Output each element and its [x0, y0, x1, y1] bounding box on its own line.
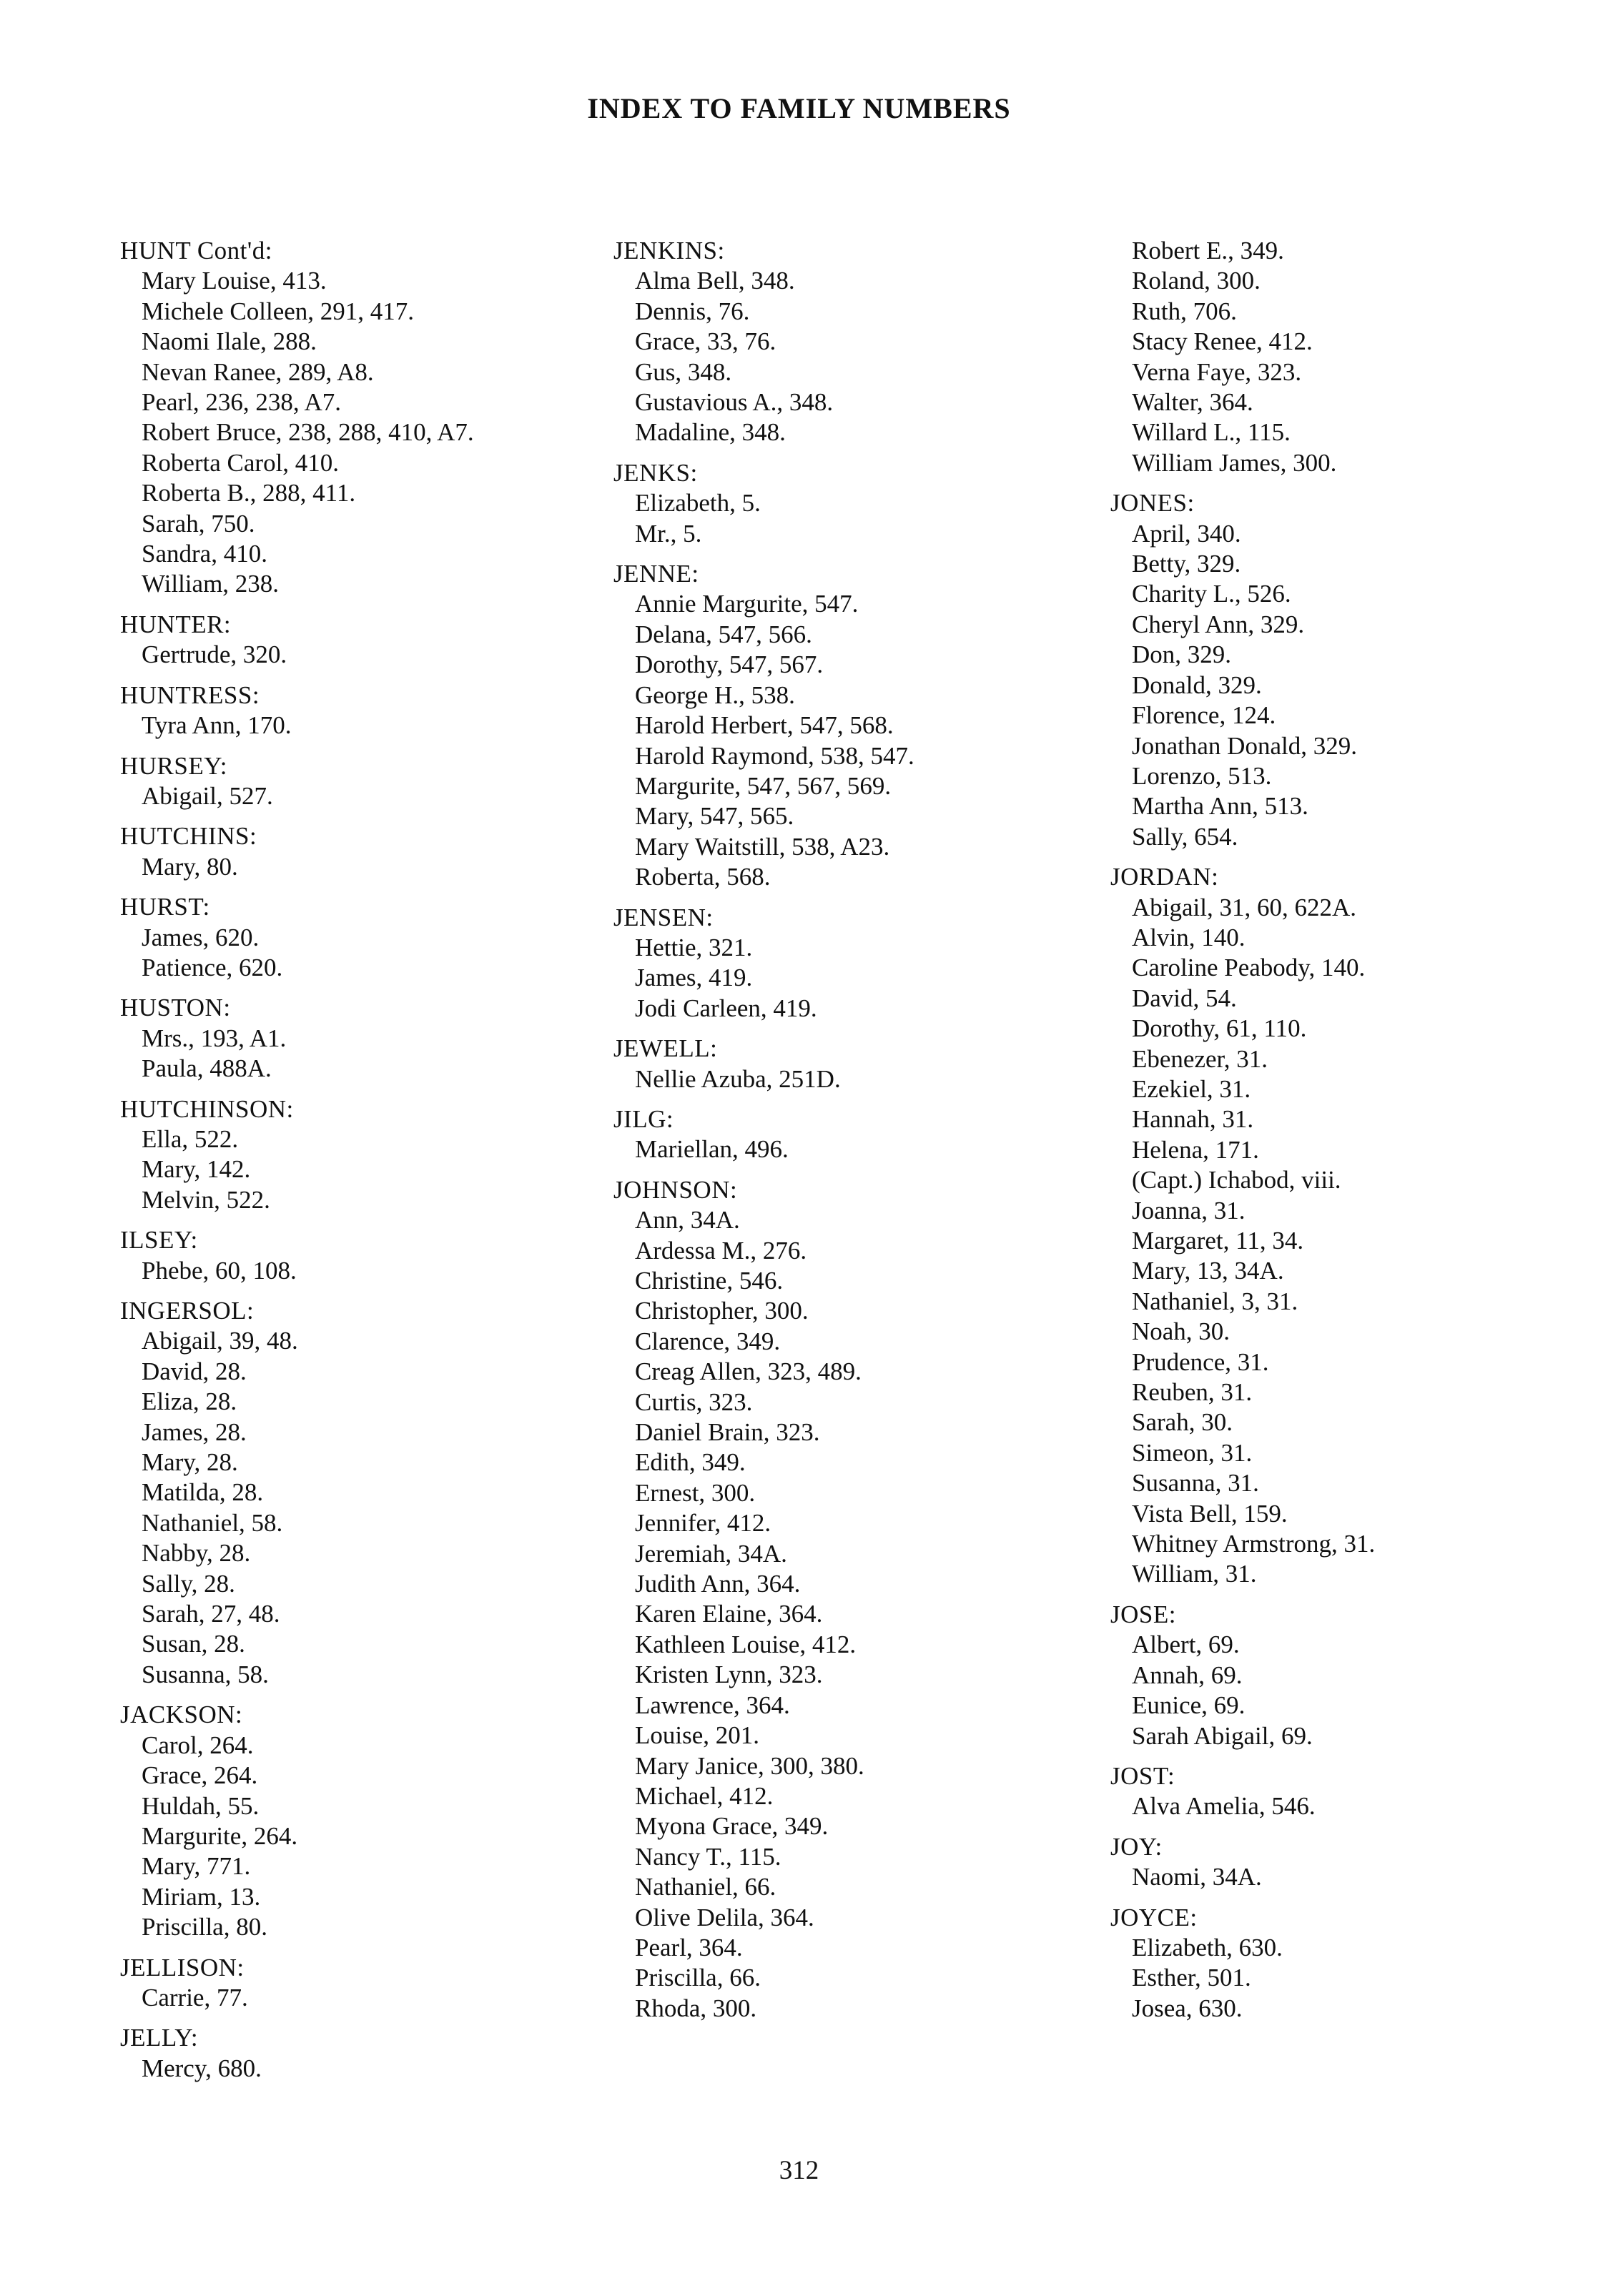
index-entry: Carol, 264.: [142, 1731, 254, 1759]
index-entry: William James, 300.: [1132, 448, 1337, 477]
index-entry: Sally, 654.: [1132, 822, 1238, 851]
index-entry: Reuben, 31.: [1132, 1378, 1253, 1407]
surname-heading: HURSEY:: [120, 751, 228, 780]
surname-group: [1110, 488, 1568, 852]
index-entry: Hettie, 321.: [635, 933, 753, 961]
index-entry: Matilda, 28.: [142, 1478, 264, 1507]
index-entry: Mary, 28.: [142, 1448, 238, 1477]
index-entry: Susanna, 31.: [1132, 1469, 1259, 1498]
surname-heading: JOY:: [1110, 1832, 1163, 1861]
index-entry: Simeon, 31.: [1132, 1438, 1253, 1467]
surname-heading: JACKSON:: [120, 1701, 243, 1729]
index-entry: Jodi Carleen, 419.: [635, 994, 817, 1022]
index-entry: Nathaniel, 3, 31.: [1132, 1287, 1298, 1315]
surname-group: [613, 236, 1093, 448]
index-entry: April, 340.: [1132, 519, 1241, 548]
surname-group: [120, 993, 563, 1084]
index-entry: Albert, 69.: [1132, 1631, 1240, 1659]
surname-heading: JENNE:: [613, 560, 699, 588]
index-entry: Abigail, 527.: [142, 781, 273, 810]
surname-group: [120, 1094, 563, 1216]
index-entry: Myona Grace, 349.: [635, 1812, 829, 1841]
index-entry: Jonathan Donald, 329.: [1132, 731, 1357, 760]
index-entry: Mary, 547, 565.: [635, 802, 794, 831]
index-entry: Tyra Ann, 170.: [142, 711, 292, 740]
surname-heading: JOSE:: [1110, 1600, 1176, 1628]
surname-heading: JOHNSON:: [613, 1175, 738, 1204]
index-entry: Alva Amelia, 546.: [1132, 1792, 1316, 1821]
surname-heading: HUSTON:: [120, 994, 231, 1022]
index-entry: Nabby, 28.: [142, 1539, 251, 1568]
index-entry: Michael, 412.: [635, 1781, 774, 1810]
index-entry: Cheryl Ann, 329.: [1132, 610, 1305, 638]
index-entry: Ebenezer, 31.: [1132, 1044, 1268, 1073]
surname-heading: HURST:: [120, 893, 210, 921]
index-entry: Annie Margurite, 547.: [635, 590, 859, 618]
surname-group: [120, 751, 563, 812]
index-entry: Nevan Ranee, 289, A8.: [142, 357, 374, 386]
index-entry: Alvin, 140.: [1132, 923, 1246, 951]
index-entry: Don, 329.: [1132, 640, 1232, 669]
index-entry: Abigail, 39, 48.: [142, 1327, 298, 1355]
index-entry: Gus, 348.: [635, 357, 732, 386]
index-entry: Dennis, 76.: [635, 297, 750, 325]
index-entry: Pearl, 236, 238, A7.: [142, 388, 342, 417]
surname-heading: JOST:: [1110, 1761, 1175, 1790]
index-entry: Harold Raymond, 538, 547.: [635, 741, 914, 770]
index-entry: Naomi Ilale, 288.: [142, 327, 317, 356]
surname-heading: HUNTRESS:: [120, 681, 260, 709]
index-entry: Paula, 488A.: [142, 1054, 272, 1083]
surname-group: [613, 458, 1093, 549]
index-entry: Curtis, 323.: [635, 1387, 753, 1416]
index-entry: Willard L., 115.: [1132, 418, 1291, 447]
index-entry: Christopher, 300.: [635, 1297, 809, 1325]
surname-group: [1110, 236, 1568, 478]
index-entry: Prudence, 31.: [1132, 1347, 1269, 1376]
index-entry: Ruth, 706.: [1132, 297, 1237, 325]
index-entry: Nathaniel, 58.: [142, 1508, 283, 1537]
index-entry: Gustavious A., 348.: [635, 388, 834, 417]
index-entry: Sarah, 27, 48.: [142, 1600, 280, 1628]
index-entry: Kristen Lynn, 323.: [635, 1661, 823, 1689]
index-entry: Ezekiel, 31.: [1132, 1074, 1251, 1103]
index-entry: Ernest, 300.: [635, 1478, 756, 1507]
index-entry: Lorenzo, 513.: [1132, 761, 1272, 790]
index-entry: Dorothy, 61, 110.: [1132, 1014, 1307, 1043]
surname-heading: HUTCHINSON:: [120, 1094, 294, 1123]
index-entry: Margurite, 547, 567, 569.: [635, 771, 892, 800]
index-entry: Mariellan, 496.: [635, 1135, 789, 1164]
surname-group: [613, 559, 1093, 892]
index-entry: Ardessa M., 276.: [635, 1236, 807, 1265]
index-entry: Roberta Carol, 410.: [142, 448, 340, 477]
index-entry: Karen Elaine, 364.: [635, 1600, 823, 1628]
page-number: 312: [779, 2156, 819, 2185]
index-entry: Christine, 546.: [635, 1267, 784, 1295]
index-entry: Elizabeth, 630.: [1132, 1933, 1283, 1961]
index-entry: Sarah, 30.: [1132, 1408, 1233, 1437]
surname-group: [1110, 1832, 1568, 1893]
index-column-2: [613, 236, 1093, 2034]
index-entry: Jennifer, 412.: [635, 1509, 771, 1538]
index-entry: Huldah, 55.: [142, 1791, 260, 1820]
index-entry: (Capt.) Ichabod, viii.: [1132, 1166, 1341, 1194]
page-title: INDEX TO FAMILY NUMBERS: [587, 92, 1011, 124]
index-entry: Michele Colleen, 291, 417.: [142, 297, 415, 325]
index-entry: Sarah Abigail, 69.: [1132, 1721, 1313, 1750]
index-entry: Susan, 28.: [142, 1630, 245, 1658]
index-entry: James, 620.: [142, 923, 260, 951]
index-entry: Eliza, 28.: [142, 1387, 237, 1416]
index-entry: Priscilla, 66.: [635, 1964, 761, 1992]
index-entry: Walter, 364.: [1132, 388, 1253, 417]
index-entry: William, 31.: [1132, 1560, 1257, 1588]
index-entry: Edith, 349.: [635, 1448, 746, 1477]
surname-group: [613, 1175, 1093, 2024]
index-entry: Sandra, 410.: [142, 540, 267, 568]
surname-heading: JOYCE:: [1110, 1903, 1198, 1931]
surname-group: [1110, 1761, 1568, 1822]
index-entry: Mary, 142.: [142, 1155, 251, 1184]
surname-heading: JENKS:: [613, 458, 698, 487]
index-entry: Nancy T., 115.: [635, 1842, 781, 1871]
surname-group: [120, 681, 563, 741]
index-entry: Kathleen Louise, 412.: [635, 1630, 857, 1658]
index-entry: Ann, 34A.: [635, 1206, 740, 1234]
index-entry: Caroline Peabody, 140.: [1132, 954, 1366, 982]
index-entry: Margaret, 11, 34.: [1132, 1227, 1304, 1255]
index-entry: Annah, 69.: [1132, 1661, 1243, 1689]
index-entry: Priscilla, 80.: [142, 1913, 267, 1941]
surname-group: [1110, 862, 1568, 1590]
index-entry: Susanna, 58.: [142, 1660, 269, 1688]
surname-heading: JENSEN:: [613, 903, 714, 931]
index-entry: Verna Faye, 323.: [1132, 357, 1302, 386]
index-entry: Noah, 30.: [1132, 1317, 1230, 1346]
surname-heading: JILG:: [613, 1104, 674, 1133]
index-entry: Miriam, 13.: [142, 1882, 261, 1911]
index-entry: Hannah, 31.: [1132, 1105, 1254, 1134]
index-column-1: [120, 236, 563, 2094]
index-entry: Roland, 300.: [1132, 267, 1261, 295]
index-entry: Naomi, 34A.: [1132, 1863, 1262, 1891]
index-entry: Mr., 5.: [635, 519, 702, 548]
index-entry: Mary Janice, 300, 380.: [635, 1751, 864, 1780]
index-entry: Harold Herbert, 547, 568.: [635, 711, 894, 740]
index-entry: Ella, 522.: [142, 1124, 239, 1153]
surname-heading: HUNT Cont'd:: [120, 237, 272, 264]
surname-group: [613, 1104, 1093, 1165]
index-entry: Margurite, 264.: [142, 1821, 298, 1850]
surname-heading: ILSEY:: [120, 1226, 198, 1255]
surname-group: [120, 610, 563, 671]
surname-group: [1110, 1903, 1568, 2024]
index-entry: Esther, 501.: [1132, 1964, 1251, 1992]
surname-group: [120, 821, 563, 882]
index-entry: Pearl, 364.: [635, 1933, 743, 1961]
surname-group: [120, 2023, 563, 2084]
index-entry: David, 54.: [1132, 984, 1237, 1012]
surname-heading: HUTCHINS:: [120, 822, 257, 851]
surname-group: [613, 1034, 1093, 1094]
index-entry: James, 28.: [142, 1417, 247, 1446]
surname-heading: JEWELL:: [613, 1034, 718, 1063]
index-entry: Delana, 547, 566.: [635, 620, 812, 648]
index-entry: Eunice, 69.: [1132, 1691, 1246, 1720]
surname-group: [613, 903, 1093, 1024]
index-entry: Grace, 33, 76.: [635, 327, 776, 356]
index-entry: Mary, 771.: [142, 1852, 251, 1881]
index-entry: Gertrude, 320.: [142, 640, 287, 669]
index-entry: Daniel Brain, 323.: [635, 1418, 820, 1447]
index-entry: Patience, 620.: [142, 953, 283, 981]
index-entry: Charity L., 526.: [1132, 580, 1291, 608]
surname-heading: HUNTER:: [120, 610, 232, 638]
index-entry: Creag Allen, 323, 489.: [635, 1357, 862, 1386]
index-entry: Rhoda, 300.: [635, 1994, 757, 2022]
index-entry: Melvin, 522.: [142, 1185, 270, 1214]
index-entry: Mrs., 193, A1.: [142, 1024, 287, 1052]
index-entry: Judith Ann, 364.: [635, 1570, 801, 1598]
index-entry: Elizabeth, 5.: [635, 489, 761, 518]
surname-heading: JENKINS:: [613, 237, 725, 264]
index-entry: Sarah, 750.: [142, 509, 255, 538]
surname-group: [120, 236, 563, 600]
index-entry: James, 419.: [635, 964, 753, 992]
index-entry: Mercy, 680.: [142, 2054, 262, 2082]
index-entry: Carrie, 77.: [142, 1983, 248, 2012]
index-entry: Roberta B., 288, 411.: [142, 479, 356, 508]
index-entry: Donald, 329.: [1132, 671, 1262, 699]
index-entry: Lawrence, 364.: [635, 1691, 790, 1719]
index-entry: Sally, 28.: [142, 1569, 235, 1598]
index-entry: Helena, 171.: [1132, 1135, 1259, 1164]
index-column-3: [1110, 236, 1568, 2034]
index-entry: Nellie Azuba, 251D.: [635, 1064, 841, 1093]
index-entry: Alma Bell, 348.: [635, 267, 795, 295]
index-entry: Madaline, 348.: [635, 418, 786, 447]
surname-group: [120, 1700, 563, 1942]
surname-heading: JORDAN:: [1110, 863, 1219, 891]
surname-heading: JELLY:: [120, 2024, 199, 2052]
index-entry: Mary Waitstill, 538, A23.: [635, 832, 890, 861]
index-entry: Josea, 630.: [1132, 1994, 1243, 2022]
index-entry: Betty, 329.: [1132, 550, 1241, 578]
index-entry: Abigail, 31, 60, 622A.: [1132, 893, 1357, 921]
surname-heading: INGERSOL:: [120, 1297, 255, 1325]
surname-group: [120, 1953, 563, 2014]
surname-group: [1110, 1600, 1568, 1751]
index-entry: Mary Louise, 413.: [142, 267, 327, 295]
surname-group: [120, 1296, 563, 1690]
index-entry: Martha Ann, 513.: [1132, 792, 1308, 821]
index-entry: Robert E., 349.: [1132, 237, 1284, 264]
surname-group: [120, 1225, 563, 1286]
index-entry: Dorothy, 547, 567.: [635, 650, 824, 679]
index-entry: Whitney Armstrong, 31.: [1132, 1530, 1376, 1558]
index-entry: Joanna, 31.: [1132, 1196, 1246, 1224]
index-entry: Florence, 124.: [1132, 701, 1276, 730]
index-entry: William, 238.: [142, 570, 280, 598]
index-entry: Roberta, 568.: [635, 863, 771, 891]
index-entry: George H., 538.: [635, 681, 795, 709]
surname-heading: JONES:: [1110, 489, 1195, 518]
surname-heading: JELLISON:: [120, 1953, 245, 1981]
index-entry: Mary, 13, 34A.: [1132, 1257, 1284, 1285]
index-entry: Louise, 201.: [635, 1721, 760, 1750]
index-entry: Olive Delila, 364.: [635, 1903, 814, 1931]
index-entry: Clarence, 349.: [635, 1327, 781, 1355]
index-entry: David, 28.: [142, 1357, 247, 1385]
index-entry: Nathaniel, 66.: [635, 1873, 776, 1901]
index-entry: Phebe, 60, 108.: [142, 1256, 297, 1285]
index-entry: Jeremiah, 34A.: [635, 1539, 787, 1568]
index-entry: Mary, 80.: [142, 852, 238, 881]
surname-group: [120, 892, 563, 983]
index-entry: Stacy Renee, 412.: [1132, 327, 1313, 356]
index-entry: Robert Bruce, 238, 288, 410, A7.: [142, 418, 474, 447]
index-entry: Vista Bell, 159.: [1132, 1499, 1288, 1528]
index-entry: Grace, 264.: [142, 1761, 258, 1790]
